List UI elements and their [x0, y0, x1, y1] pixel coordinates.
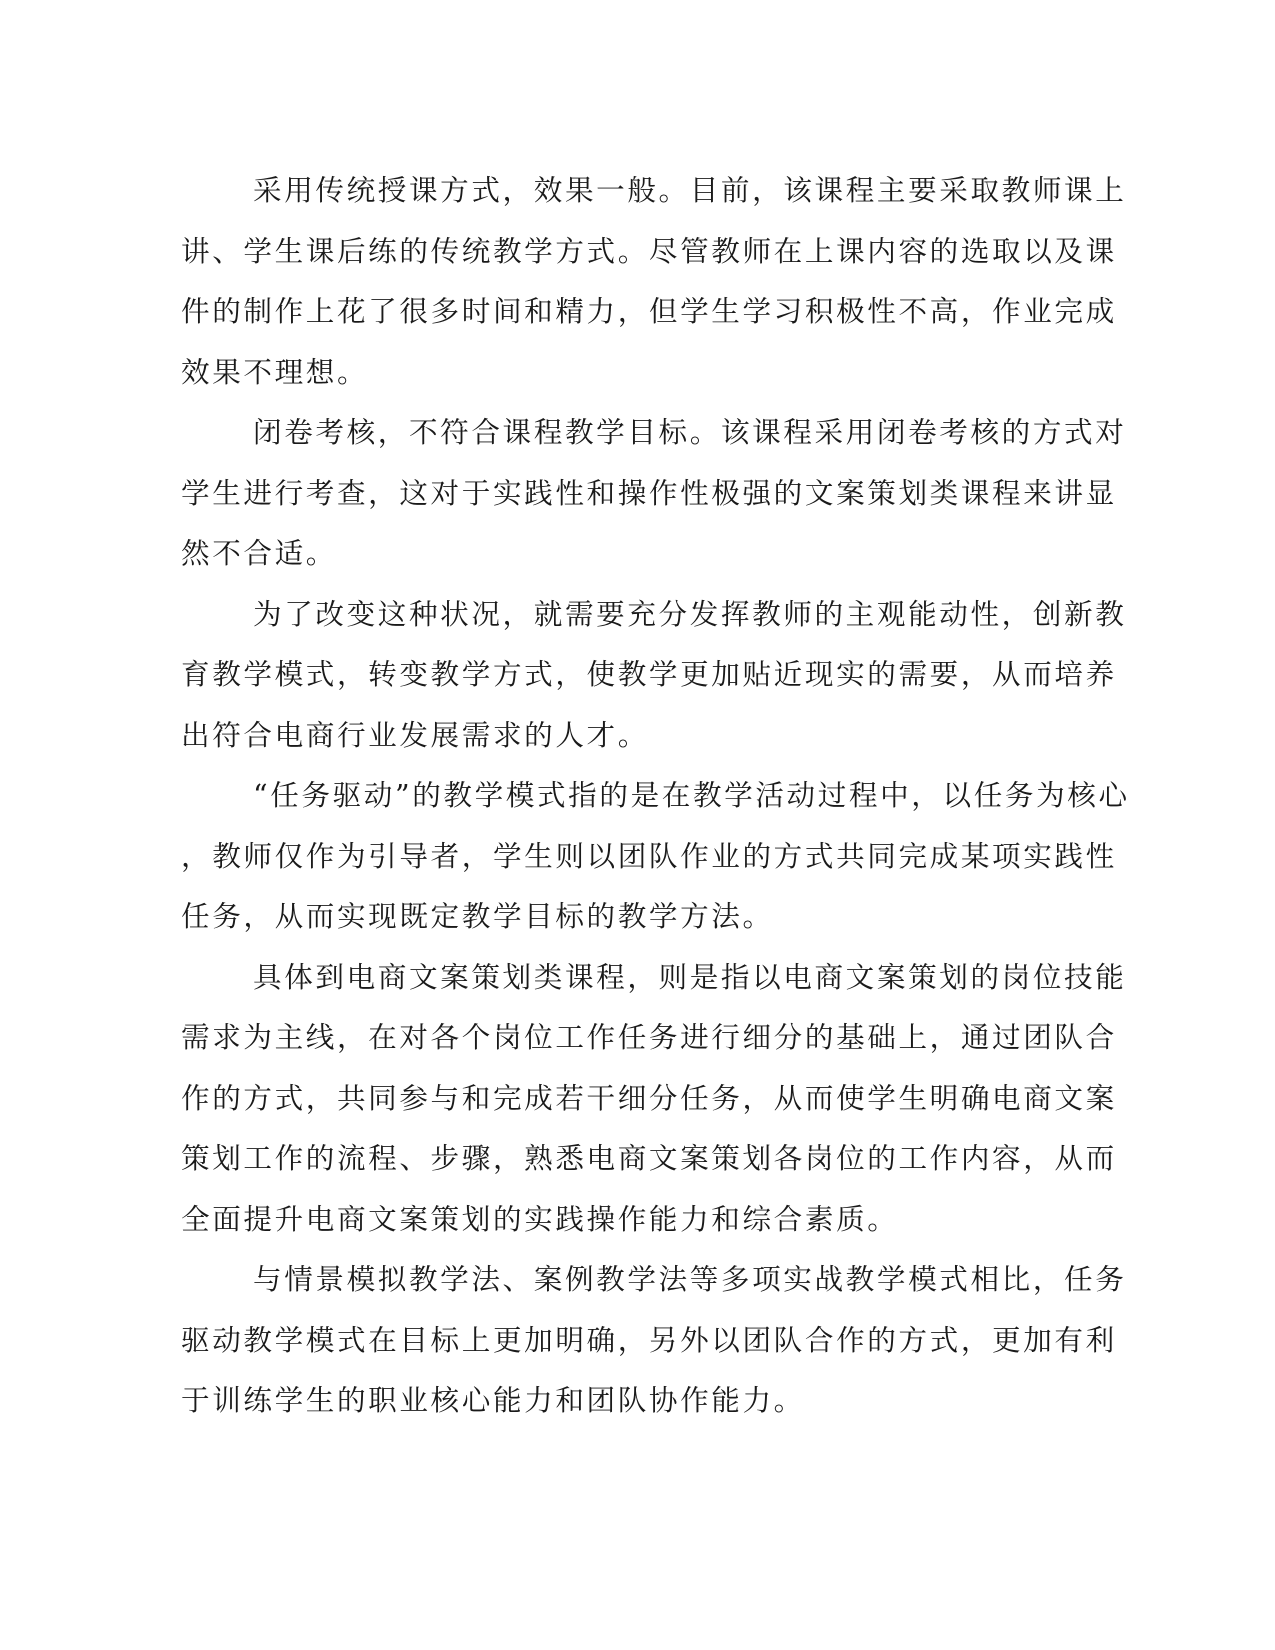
text-line: 然不合适。 — [181, 536, 337, 570]
text-line: “任务驱动”的教学模式指的是在教学活动过程中，以任务为核心 — [253, 778, 1130, 812]
text-line: ，教师仅作为引导者，学生则以团队作业的方式共同完成某项实践性 — [181, 838, 1117, 873]
text-line: 学生进行考查，这对于实践性和操作性极强的文案策划类课程来讲显 — [181, 475, 1117, 510]
text-line: 于训练学生的职业核心能力和团队协作能力。 — [181, 1383, 805, 1417]
paragraph-1 — [181, 160, 1127, 402]
text-line: 需求为主线，在对各个岗位工作任务进行细分的基础上，通过团队合 — [181, 1020, 1117, 1054]
paragraph-6 — [181, 1249, 1127, 1431]
paragraph-3 — [181, 584, 1127, 766]
text-line: 与情景模拟教学法、案例教学法等多项实战教学模式相比，任务 — [253, 1262, 1127, 1296]
text-line: 效果不理想。 — [181, 354, 369, 389]
text-line: 采用传统授课方式，效果一般。目前，该课程主要采取教师课上 — [253, 173, 1127, 207]
text-line: 为了改变这种状况，就需要充分发挥教师的主观能动性，创新教 — [253, 596, 1127, 631]
text-line: 育教学模式，转变教学方式，使教学更加贴近现实的需要，从而培养 — [181, 657, 1117, 691]
text-line: 出符合电商行业发展需求的人才。 — [181, 717, 649, 752]
text-line: 全面提升电商文案策划的实践操作能力和综合素质。 — [181, 1201, 899, 1236]
text-line: 作的方式，共同参与和完成若干细分任务，从而使学生明确电商文案 — [181, 1080, 1117, 1115]
text-line: 件的制作上花了很多时间和精力，但学生学习积极性不高，作业完成 — [181, 294, 1117, 328]
document-body — [181, 160, 1130, 1431]
text-line: 驱动教学模式在目标上更加明确，另外以团队合作的方式，更加有利 — [181, 1322, 1117, 1357]
paragraph-2 — [181, 402, 1127, 584]
text-line: 策划工作的流程、步骤，熟悉电商文案策划各岗位的工作内容，从而 — [181, 1141, 1117, 1175]
text-line: 任务，从而实现既定教学目标的教学方法。 — [181, 899, 774, 933]
paragraph-5 — [181, 947, 1127, 1250]
text-line: 闭卷考核，不符合课程教学目标。该课程采用闭卷考核的方式对 — [253, 415, 1127, 449]
text-line: 具体到电商文案策划类课程，则是指以电商文案策划的岗位技能 — [253, 959, 1127, 994]
paragraph-4 — [181, 765, 1130, 947]
text-line: 讲、学生课后练的传统教学方式。尽管教师在上课内容的选取以及课 — [181, 233, 1117, 268]
